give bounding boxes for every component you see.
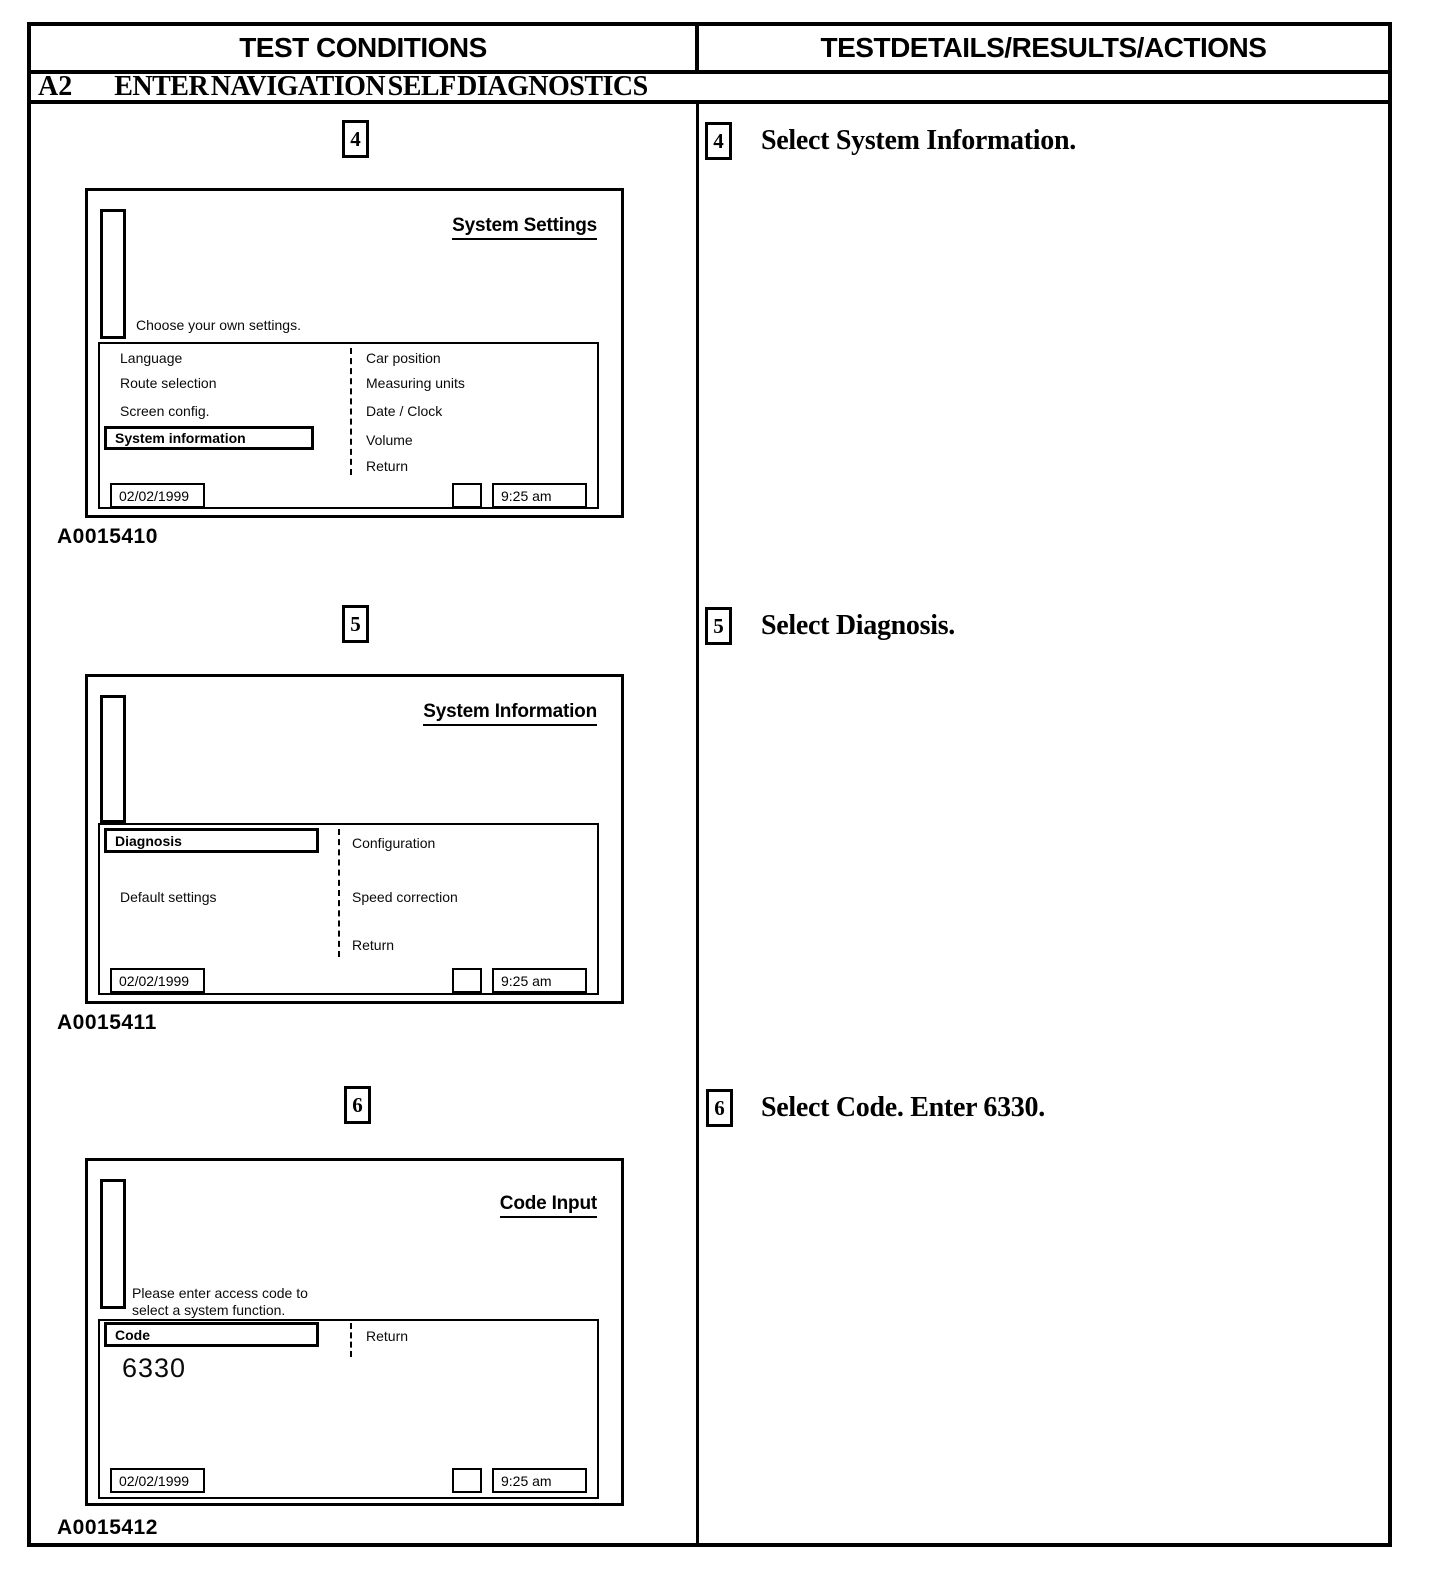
menu-item-car-position: Car position [366,350,441,366]
table-body [31,104,1388,1543]
column-test-details [699,104,1388,1543]
menu-item-default-settings: Default settings [120,889,217,905]
screen-diagram-system-settings [85,188,624,518]
screen-sidebar-rect [100,1179,126,1309]
action-instruction: Select System Information. [761,125,1076,156]
menu-item-system-information-highlighted: System information [104,426,314,450]
step-number: 4 [350,126,361,151]
status-time: 9:25 am [492,1468,587,1493]
action-instruction: Select Code. Enter 6330. [761,1092,1045,1123]
status-date: 02/02/1999 [110,1468,205,1493]
step-number-box [344,1086,371,1124]
step-number-box [705,122,732,160]
action-instruction: Select Diagnosis. [761,610,956,641]
step-number: 4 [713,128,724,153]
step-number-box [342,120,369,158]
menu-item-speed-correction: Speed correction [352,889,458,905]
status-indicator-box [452,968,482,993]
section-id: A2 [38,71,73,102]
menu-item-screen-config: Screen config. [120,403,210,419]
page-frame [27,22,1392,1547]
screen-caption-line1: Please enter access code to [132,1285,308,1301]
code-entry-value: 6330 [122,1353,187,1383]
step-number: 5 [713,613,724,638]
status-date: 02/02/1999 [110,968,205,993]
menu-item-code-highlighted: Code [104,1322,319,1347]
menu-item-language: Language [120,350,183,366]
figure-id-label: A0015410 [57,525,158,548]
figure-id-label: A0015411 [57,1011,157,1034]
screen-sidebar-rect [100,209,126,339]
menu-item-volume: Volume [366,432,413,448]
menu-divider [338,829,340,957]
status-time: 9:25 am [492,483,587,508]
screen-caption: Choose your own settings. [136,317,301,333]
section-row [31,71,1388,104]
screen-title: System Information [423,701,597,726]
table-header-row [31,26,1388,74]
screen-menu [98,1319,599,1499]
screen-menu [98,823,599,995]
status-date: 02/02/1999 [110,483,205,508]
screen-caption-line2: select a system function. [132,1302,286,1318]
step-number: 6 [714,1095,725,1120]
menu-item-configuration: Configuration [352,835,436,851]
screen-diagram-code-input [85,1158,624,1506]
screen-menu [98,342,599,509]
step-number: 6 [352,1092,363,1117]
status-indicator-box [452,1468,482,1493]
screen-title: System Settings [452,215,597,240]
menu-item-return: Return [352,937,395,953]
menu-item-return: Return [366,1328,409,1344]
menu-item-measuring-units: Measuring units [366,375,465,391]
status-time: 9:25 am [492,968,587,993]
status-indicator-box [452,483,482,508]
menu-divider [350,348,352,475]
figure-id-label: A0015412 [57,1516,158,1539]
screen-diagram-system-information [85,674,624,1004]
menu-item-date-clock: Date / Clock [366,403,443,419]
step-number-box [705,607,732,645]
header-test-details: TESTDETAILS/RESULTS/ACTIONS [820,32,1267,63]
step-number-box [706,1089,733,1127]
menu-item-diagnosis-highlighted: Diagnosis [104,828,319,853]
screen-sidebar-rect [100,695,126,823]
step-number: 5 [350,611,361,636]
menu-divider [350,1323,352,1357]
menu-item-return: Return [366,458,409,474]
step-number-box [342,605,369,643]
screen-title: Code Input [500,1193,597,1218]
header-test-conditions: TEST CONDITIONS [31,26,699,70]
column-test-conditions [31,104,699,1543]
section-title: ENTER NAVIGATION SELF DIAGNOSTICS [114,71,648,102]
menu-item-route-selection: Route selection [120,375,217,391]
